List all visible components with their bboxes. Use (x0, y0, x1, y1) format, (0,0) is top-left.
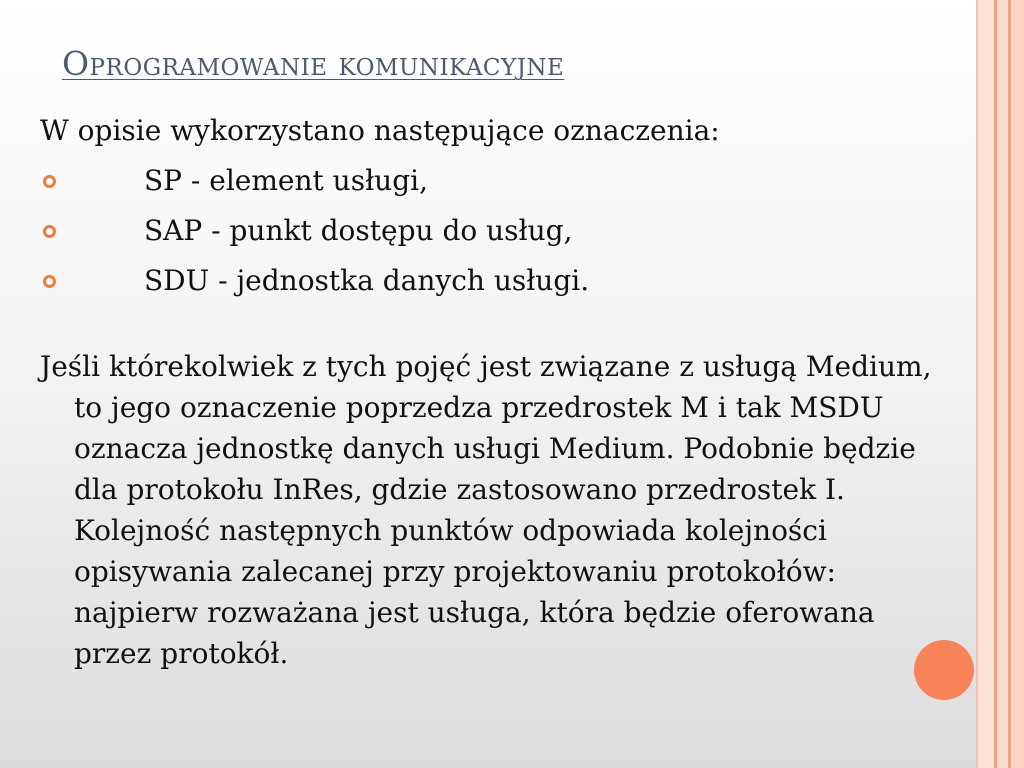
list-item (40, 212, 940, 262)
right-stripe-decoration (976, 0, 1024, 768)
bullet-label: SDU - jednostka danych usługi. (144, 264, 590, 297)
slide-content (40, 112, 940, 674)
slide-title: Oprogramowanie komunikacyjne (62, 44, 565, 83)
intro-text: W opisie wykorzystano następujące oznaczenia: (40, 114, 720, 147)
bullet-label: SAP - punkt dostępu do usług, (144, 214, 573, 247)
orange-circle-icon (914, 640, 974, 700)
body-paragraph: Jeśli którekolwiek z tych pojęć jest związane z usługą Medium, to jego oznaczenie poprzedza przedrostek M i tak MSDU oznacza jednostkę danych usługi Medium. Podobnie będzie dla protokołu InRes, gdzie zastosowano przedrostek I. Kolejność następnych punktów odpowiada kolejności opisywania zalecanej przy projektowaniu protokołów: najpierw rozważana jest usługa, która będzie oferowana przez protokół. (40, 350, 932, 670)
hollow-circle-bullet-icon (43, 275, 56, 288)
hollow-circle-bullet-icon (43, 225, 56, 238)
hollow-circle-bullet-icon (43, 175, 56, 188)
stripe-light (978, 0, 994, 768)
list-item (40, 262, 940, 312)
stripe-light (1011, 0, 1024, 768)
bullet-label: SP - element usługi, (144, 164, 428, 197)
list-item (40, 162, 940, 212)
stripe-light (997, 0, 1008, 768)
bullet-list (40, 162, 940, 312)
